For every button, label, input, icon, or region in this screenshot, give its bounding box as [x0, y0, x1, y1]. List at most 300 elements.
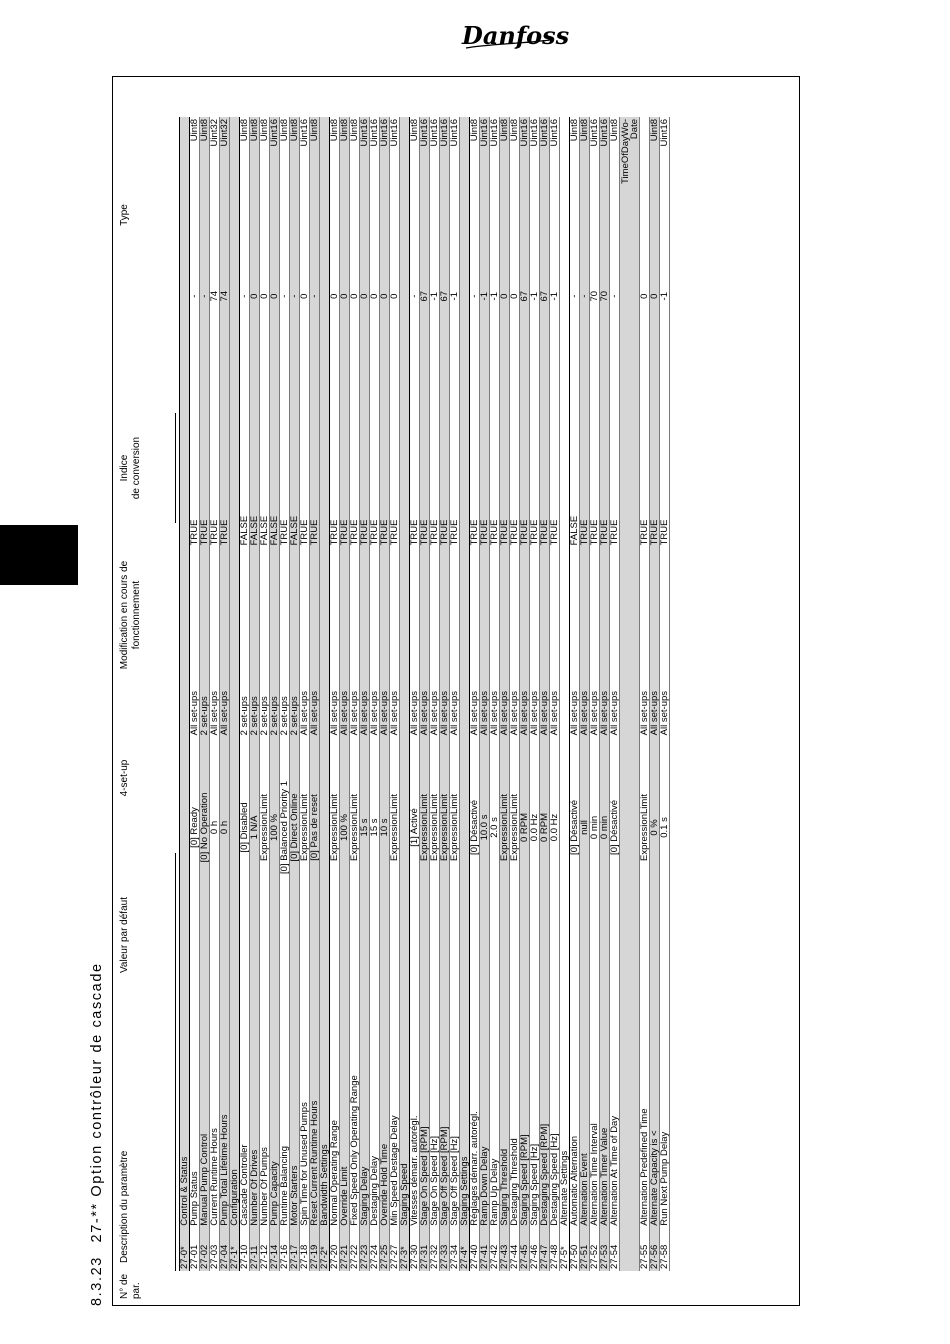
param-modification: TRUE	[420, 367, 430, 547]
group-title: Configuration	[230, 117, 240, 1228]
param-modification: TRUE	[310, 367, 320, 547]
param-code: 27-20	[330, 1228, 340, 1271]
param-modification: TRUE	[600, 367, 610, 547]
param-conversion: 0	[380, 225, 390, 367]
group-code: 27-3*	[400, 1228, 410, 1271]
group-row	[400, 117, 410, 1271]
param-code: 27-25	[380, 1228, 390, 1271]
param-modification: TRUE	[580, 367, 590, 547]
param-setup: All set-ups	[580, 547, 590, 737]
param-conversion: -1	[430, 225, 440, 367]
param-description: Fixed Speed Only Operating Range	[350, 918, 360, 1228]
param-type: Uint8	[250, 117, 260, 225]
param-modification: TRUE	[510, 367, 520, 547]
param-description: Number Of Drives	[250, 918, 260, 1228]
group-code: 27-2*	[320, 1228, 330, 1271]
header-type: Type	[119, 204, 130, 226]
param-type: Uint16	[380, 117, 390, 225]
table-row	[370, 117, 380, 1271]
group-title: Alternate Settings	[560, 117, 570, 1228]
param-default: ExpressionLimit	[420, 737, 430, 917]
param-code: 27-40	[470, 1228, 480, 1271]
table-row	[340, 117, 350, 1271]
param-description: Alternation Event	[580, 918, 590, 1228]
param-description: Pump Status	[190, 918, 200, 1228]
param-code: 27-19	[310, 1228, 320, 1271]
param-default: [0] Direct Online	[290, 737, 300, 917]
table-row	[420, 117, 430, 1271]
param-type: Uint16	[300, 117, 310, 225]
param-setup: 2 set-ups	[290, 547, 300, 737]
param-setup: All set-ups	[430, 547, 440, 737]
param-setup: All set-ups	[350, 547, 360, 737]
param-default: [0] Désactivé	[470, 737, 480, 917]
param-setup: All set-ups	[530, 547, 540, 737]
param-modification: TRUE	[590, 367, 600, 547]
table-row	[250, 117, 260, 1271]
param-default: 1 N/A	[250, 737, 260, 917]
param-conversion: 0	[640, 225, 650, 367]
param-modification: TRUE	[550, 367, 560, 547]
param-setup: All set-ups	[600, 547, 610, 737]
param-conversion: -	[200, 225, 210, 367]
param-type: Uint8	[510, 117, 520, 225]
param-type: Uint8	[310, 117, 320, 225]
param-conversion: 0	[370, 225, 380, 367]
header-description: Description du paramètre	[119, 1150, 130, 1263]
param-code: 27-12	[260, 1228, 270, 1271]
group-code: 27-1*	[230, 1228, 240, 1271]
param-type: Uint8	[190, 117, 200, 225]
param-setup: All set-ups	[380, 547, 390, 737]
param-description: Staging Threshold	[500, 918, 510, 1228]
param-conversion: 67	[440, 225, 450, 367]
group-code: 27-4*	[460, 1228, 470, 1271]
param-type: Uint8	[330, 117, 340, 225]
param-modification: TRUE	[610, 367, 620, 547]
param-default: ExpressionLimit	[300, 737, 310, 917]
param-default: 0 min	[590, 737, 600, 917]
param-conversion: -1	[450, 225, 460, 367]
param-default: [0] Désactivé	[570, 737, 580, 917]
param-setup: All set-ups	[590, 547, 600, 737]
param-code: 27-45	[520, 1228, 530, 1271]
table-row	[490, 117, 500, 1271]
table-row	[300, 117, 310, 1271]
param-modification: TRUE	[450, 367, 460, 547]
table-row	[360, 117, 370, 1271]
group-title: Staging Settings	[460, 117, 470, 1228]
section-number: 8.3.23	[89, 1256, 105, 1306]
param-conversion: 0	[350, 225, 360, 367]
group-code: 27-5*	[560, 1228, 570, 1271]
param-modification: TRUE	[500, 367, 510, 547]
param-modification: TRUE	[390, 367, 400, 547]
param-conversion: 67	[420, 225, 430, 367]
table-row	[190, 117, 200, 1271]
param-conversion: 0	[390, 225, 400, 367]
param-setup: All set-ups	[220, 547, 230, 737]
param-code: 27-58	[660, 1228, 670, 1271]
param-setup: All set-ups	[310, 547, 320, 737]
param-modification: FALSE	[250, 367, 260, 547]
param-modification: TRUE	[210, 367, 220, 547]
param-default: 0 %	[650, 737, 660, 917]
param-description: Alternate Capacity is <	[650, 918, 660, 1228]
param-modification: TRUE	[220, 367, 230, 547]
param-setup: All set-ups	[440, 547, 450, 737]
param-description: Alternation At Time of Day	[610, 918, 620, 1228]
param-code: 27-27	[390, 1228, 400, 1271]
group-row	[460, 117, 470, 1271]
param-default: 0.0 Hz	[530, 737, 540, 917]
param-conversion: -1	[660, 225, 670, 367]
param-code: 27-56	[650, 1228, 660, 1271]
header-underline-left	[175, 853, 176, 1271]
param-conversion: -	[410, 225, 420, 367]
param-modification: TRUE	[650, 367, 660, 547]
param-code: 27-44	[510, 1228, 520, 1271]
param-conversion: -	[280, 225, 290, 367]
param-setup: All set-ups	[500, 547, 510, 737]
param-conversion: 67	[520, 225, 530, 367]
param-code: 27-16	[280, 1228, 290, 1271]
header-setup: 4-set-up	[119, 759, 130, 797]
param-description: Pump Capacity	[270, 918, 280, 1228]
param-description: Destaging Speed [Hz]	[550, 918, 560, 1228]
param-type: Uint8	[610, 117, 620, 225]
param-modification: TRUE	[330, 367, 340, 547]
table-row	[590, 117, 600, 1271]
param-default: ExpressionLimit	[640, 737, 650, 917]
param-type: Uint8	[350, 117, 360, 225]
param-type: Uint16	[270, 117, 280, 225]
group-title: Bandwidth Settings	[320, 117, 330, 1228]
param-description: Destaging Delay	[370, 918, 380, 1228]
param-description: Ramp Down Delay	[480, 918, 490, 1228]
table-row	[570, 117, 580, 1271]
table-row	[350, 117, 360, 1271]
param-modification: TRUE	[480, 367, 490, 547]
param-conversion: 0	[650, 225, 660, 367]
param-setup: All set-ups	[660, 547, 670, 737]
param-setup: 2 set-ups	[270, 547, 280, 737]
param-description: Alternation Time Interval	[590, 918, 600, 1228]
param-code: 27-33	[440, 1228, 450, 1271]
param-default: 15 s	[360, 737, 370, 917]
param-modification: TRUE	[380, 367, 390, 547]
param-code: 27-41	[480, 1228, 490, 1271]
param-setup: All set-ups	[640, 547, 650, 737]
param-default: 0 h	[220, 737, 230, 917]
param-default: ExpressionLimit	[440, 737, 450, 917]
param-description: Runtime Balancing	[280, 918, 290, 1228]
param-conversion: 70	[590, 225, 600, 367]
param-default: 10.0 s	[480, 737, 490, 917]
param-setup: 2 set-ups	[200, 547, 210, 737]
table-row	[600, 117, 610, 1271]
param-type: Uint16	[360, 117, 370, 225]
param-code: 27-48	[550, 1228, 560, 1271]
param-type: Uint16	[520, 117, 530, 225]
param-default: 0.0 Hz	[550, 737, 560, 917]
param-description: Alternation Predefined Time	[640, 918, 650, 1228]
param-code: 27-54	[610, 1228, 620, 1271]
param-modification: TRUE	[340, 367, 350, 547]
param-setup: All set-ups	[420, 547, 430, 737]
param-conversion: 0	[250, 225, 260, 367]
param-code: 27-23	[360, 1228, 370, 1271]
table-row	[210, 117, 220, 1271]
param-default	[620, 737, 640, 917]
param-default: [1] Activé	[410, 737, 420, 917]
param-setup: All set-ups	[300, 547, 310, 737]
param-type: Uint16	[530, 117, 540, 225]
table-row	[500, 117, 510, 1271]
param-type: Uint16	[370, 117, 380, 225]
param-conversion: 0	[500, 225, 510, 367]
param-modification: TRUE	[350, 367, 360, 547]
param-setup: All set-ups	[360, 547, 370, 737]
param-type: Uint8	[650, 117, 660, 225]
param-code: 27-55	[640, 1228, 650, 1271]
param-setup: 2 set-ups	[240, 547, 250, 737]
param-modification: TRUE	[470, 367, 480, 547]
param-description: Stage On Speed [Hz]	[430, 918, 440, 1228]
param-type: Uint16	[600, 117, 610, 225]
param-description: Destaging Threshold	[510, 918, 520, 1228]
parameter-table-frame	[112, 76, 800, 1306]
param-conversion: -	[190, 225, 200, 367]
param-conversion: -	[470, 225, 480, 367]
group-row	[180, 117, 190, 1271]
param-conversion: -	[240, 225, 250, 367]
param-code: 27-52	[590, 1228, 600, 1271]
table-row	[240, 117, 250, 1271]
param-setup	[620, 547, 640, 737]
param-default: [0] Pas de reset	[310, 737, 320, 917]
param-type: Uint16	[660, 117, 670, 225]
table-row	[540, 117, 550, 1271]
param-type: Uint8	[570, 117, 580, 225]
param-default: null	[580, 737, 590, 917]
param-code: 27-17	[290, 1228, 300, 1271]
param-type: Uint16	[590, 117, 600, 225]
table-row	[470, 117, 480, 1271]
param-setup: All set-ups	[470, 547, 480, 737]
table-row	[290, 117, 300, 1271]
param-code: 27-43	[500, 1228, 510, 1271]
param-type: Uint32	[220, 117, 230, 225]
param-description: Réglages démarr. autorégl.	[470, 918, 480, 1228]
param-default: [0] Disabled	[240, 737, 250, 917]
param-modification: FALSE	[290, 367, 300, 547]
param-conversion: 0	[300, 225, 310, 367]
param-code: 27-53	[600, 1228, 610, 1271]
param-description: Reset Current Runtime Hours	[310, 918, 320, 1228]
param-code: 27-46	[530, 1228, 540, 1271]
param-conversion: -	[570, 225, 580, 367]
param-setup: 2 set-ups	[250, 547, 260, 737]
param-setup: All set-ups	[480, 547, 490, 737]
param-code: 27-24	[370, 1228, 380, 1271]
param-conversion: 0	[360, 225, 370, 367]
param-code: 27-34	[450, 1228, 460, 1271]
param-type: Uint16	[550, 117, 560, 225]
param-code: 27-51	[580, 1228, 590, 1271]
param-code: 27-50	[570, 1228, 580, 1271]
param-conversion: 70	[600, 225, 610, 367]
param-default: ExpressionLimit	[510, 737, 520, 917]
param-description: Manual Pump Control	[200, 918, 210, 1228]
param-code: 27-10	[240, 1228, 250, 1271]
table-row	[220, 117, 230, 1271]
param-setup: All set-ups	[520, 547, 530, 737]
param-code: 27-11	[250, 1228, 260, 1271]
param-conversion: -1	[490, 225, 500, 367]
param-description: Automatic Alternation	[570, 918, 580, 1228]
param-modification: FALSE	[260, 367, 270, 547]
param-default: [0] Balanced Priority 1	[280, 737, 290, 917]
section-heading	[84, 962, 110, 1306]
param-type: Uint8	[290, 117, 300, 225]
param-modification: TRUE	[410, 367, 420, 547]
table-row	[650, 117, 660, 1271]
param-description: Min Speed Destage Delay	[390, 918, 400, 1228]
param-description: Destaging Speed [RPM]	[540, 918, 550, 1228]
param-default: ExpressionLimit	[390, 737, 400, 917]
param-code: 27-18	[300, 1228, 310, 1271]
param-conversion: 0	[510, 225, 520, 367]
param-code: 27-47	[540, 1228, 550, 1271]
param-description: Alternation Timer Value	[600, 918, 610, 1228]
param-description: Cascade Controller	[240, 918, 250, 1228]
table-row	[620, 117, 640, 1271]
param-conversion	[620, 225, 640, 367]
table-row	[610, 117, 620, 1271]
param-setup: All set-ups	[340, 547, 350, 737]
param-modification: TRUE	[660, 367, 670, 547]
param-setup: All set-ups	[550, 547, 560, 737]
header-underline-conv	[175, 413, 176, 523]
table-row	[480, 117, 490, 1271]
param-conversion: 74	[210, 225, 220, 367]
param-modification: TRUE	[190, 367, 200, 547]
param-description: Ramp Up Delay	[490, 918, 500, 1228]
table-row	[440, 117, 450, 1271]
table-row	[510, 117, 520, 1271]
param-modification: TRUE	[300, 367, 310, 547]
table-row	[450, 117, 460, 1271]
param-description: Override Hold Time	[380, 918, 390, 1228]
param-modification: TRUE	[280, 367, 290, 547]
param-type: Uint32	[210, 117, 220, 225]
param-default: 15 s	[370, 737, 380, 917]
param-conversion: -	[290, 225, 300, 367]
param-conversion: -	[580, 225, 590, 367]
header-param-no: N° de par.	[119, 1273, 142, 1299]
table-row	[270, 117, 280, 1271]
parameter-table-body	[180, 117, 670, 1271]
param-default: 0 RPM	[540, 737, 550, 917]
param-type: Uint16	[480, 117, 490, 225]
param-conversion: 0	[270, 225, 280, 367]
param-default: 2.0 s	[490, 737, 500, 917]
param-type: Uint8	[200, 117, 210, 225]
group-title: Staging Speed	[400, 117, 410, 1228]
param-description: Motor Starters	[290, 918, 300, 1228]
param-default: ExpressionLimit	[350, 737, 360, 917]
param-conversion: -1	[550, 225, 560, 367]
param-type: Uint8	[340, 117, 350, 225]
param-code: 27-21	[340, 1228, 350, 1271]
param-default: ExpressionLimit	[260, 737, 270, 917]
param-conversion: -1	[480, 225, 490, 367]
param-code: 27-22	[350, 1228, 360, 1271]
param-description: Vitesses démarr. autorégl.	[410, 918, 420, 1228]
param-modification: TRUE	[640, 367, 650, 547]
header-default: Valeur par défaut	[119, 897, 130, 973]
param-setup: All set-ups	[510, 547, 520, 737]
param-default: 0.1 s	[660, 737, 670, 917]
table-row	[530, 117, 540, 1271]
header-modification: Modification en cours de fonctionnement	[119, 560, 142, 670]
param-modification	[620, 367, 640, 547]
param-default: 0 min	[600, 737, 610, 917]
param-type: Uint16	[420, 117, 430, 225]
param-code: 27-02	[200, 1228, 210, 1271]
param-description: Override Limit	[340, 918, 350, 1228]
table-row	[280, 117, 290, 1271]
param-type: Uint8	[410, 117, 420, 225]
param-conversion: 67	[540, 225, 550, 367]
param-code: 27-04	[220, 1228, 230, 1271]
table-row	[580, 117, 590, 1271]
table-row	[380, 117, 390, 1271]
param-default: 0 h	[210, 737, 220, 917]
param-conversion: -1	[530, 225, 540, 367]
param-setup: All set-ups	[210, 547, 220, 737]
table-row	[310, 117, 320, 1271]
param-code	[620, 1228, 640, 1271]
chapter-tab	[0, 525, 78, 585]
logo-wordmark: Danfoss	[462, 21, 570, 50]
section-title: 27-** Option contrôleur de cascade	[89, 962, 105, 1243]
param-modification: FALSE	[570, 367, 580, 547]
param-description: Staging Speed [Hz]	[530, 918, 540, 1228]
param-default: ExpressionLimit	[500, 737, 510, 917]
param-type	[640, 117, 650, 225]
table-row	[430, 117, 440, 1271]
param-setup: All set-ups	[610, 547, 620, 737]
param-description: Stage Off Speed [RPM]	[440, 918, 450, 1228]
param-description	[620, 918, 640, 1228]
param-code: 27-32	[430, 1228, 440, 1271]
param-modification: FALSE	[270, 367, 280, 547]
header-conversion: Indice de conversion	[119, 436, 142, 500]
param-conversion: 74	[220, 225, 230, 367]
parameter-table	[179, 117, 670, 1271]
param-default: [0] Désactivé	[610, 737, 620, 917]
table-row	[640, 117, 650, 1271]
param-type: Uint16	[540, 117, 550, 225]
param-conversion: -	[610, 225, 620, 367]
param-default: ExpressionLimit	[430, 737, 440, 917]
danfoss-logo	[458, 14, 570, 58]
table-row	[660, 117, 670, 1271]
param-conversion: 0	[340, 225, 350, 367]
param-default: 0 RPM	[520, 737, 530, 917]
